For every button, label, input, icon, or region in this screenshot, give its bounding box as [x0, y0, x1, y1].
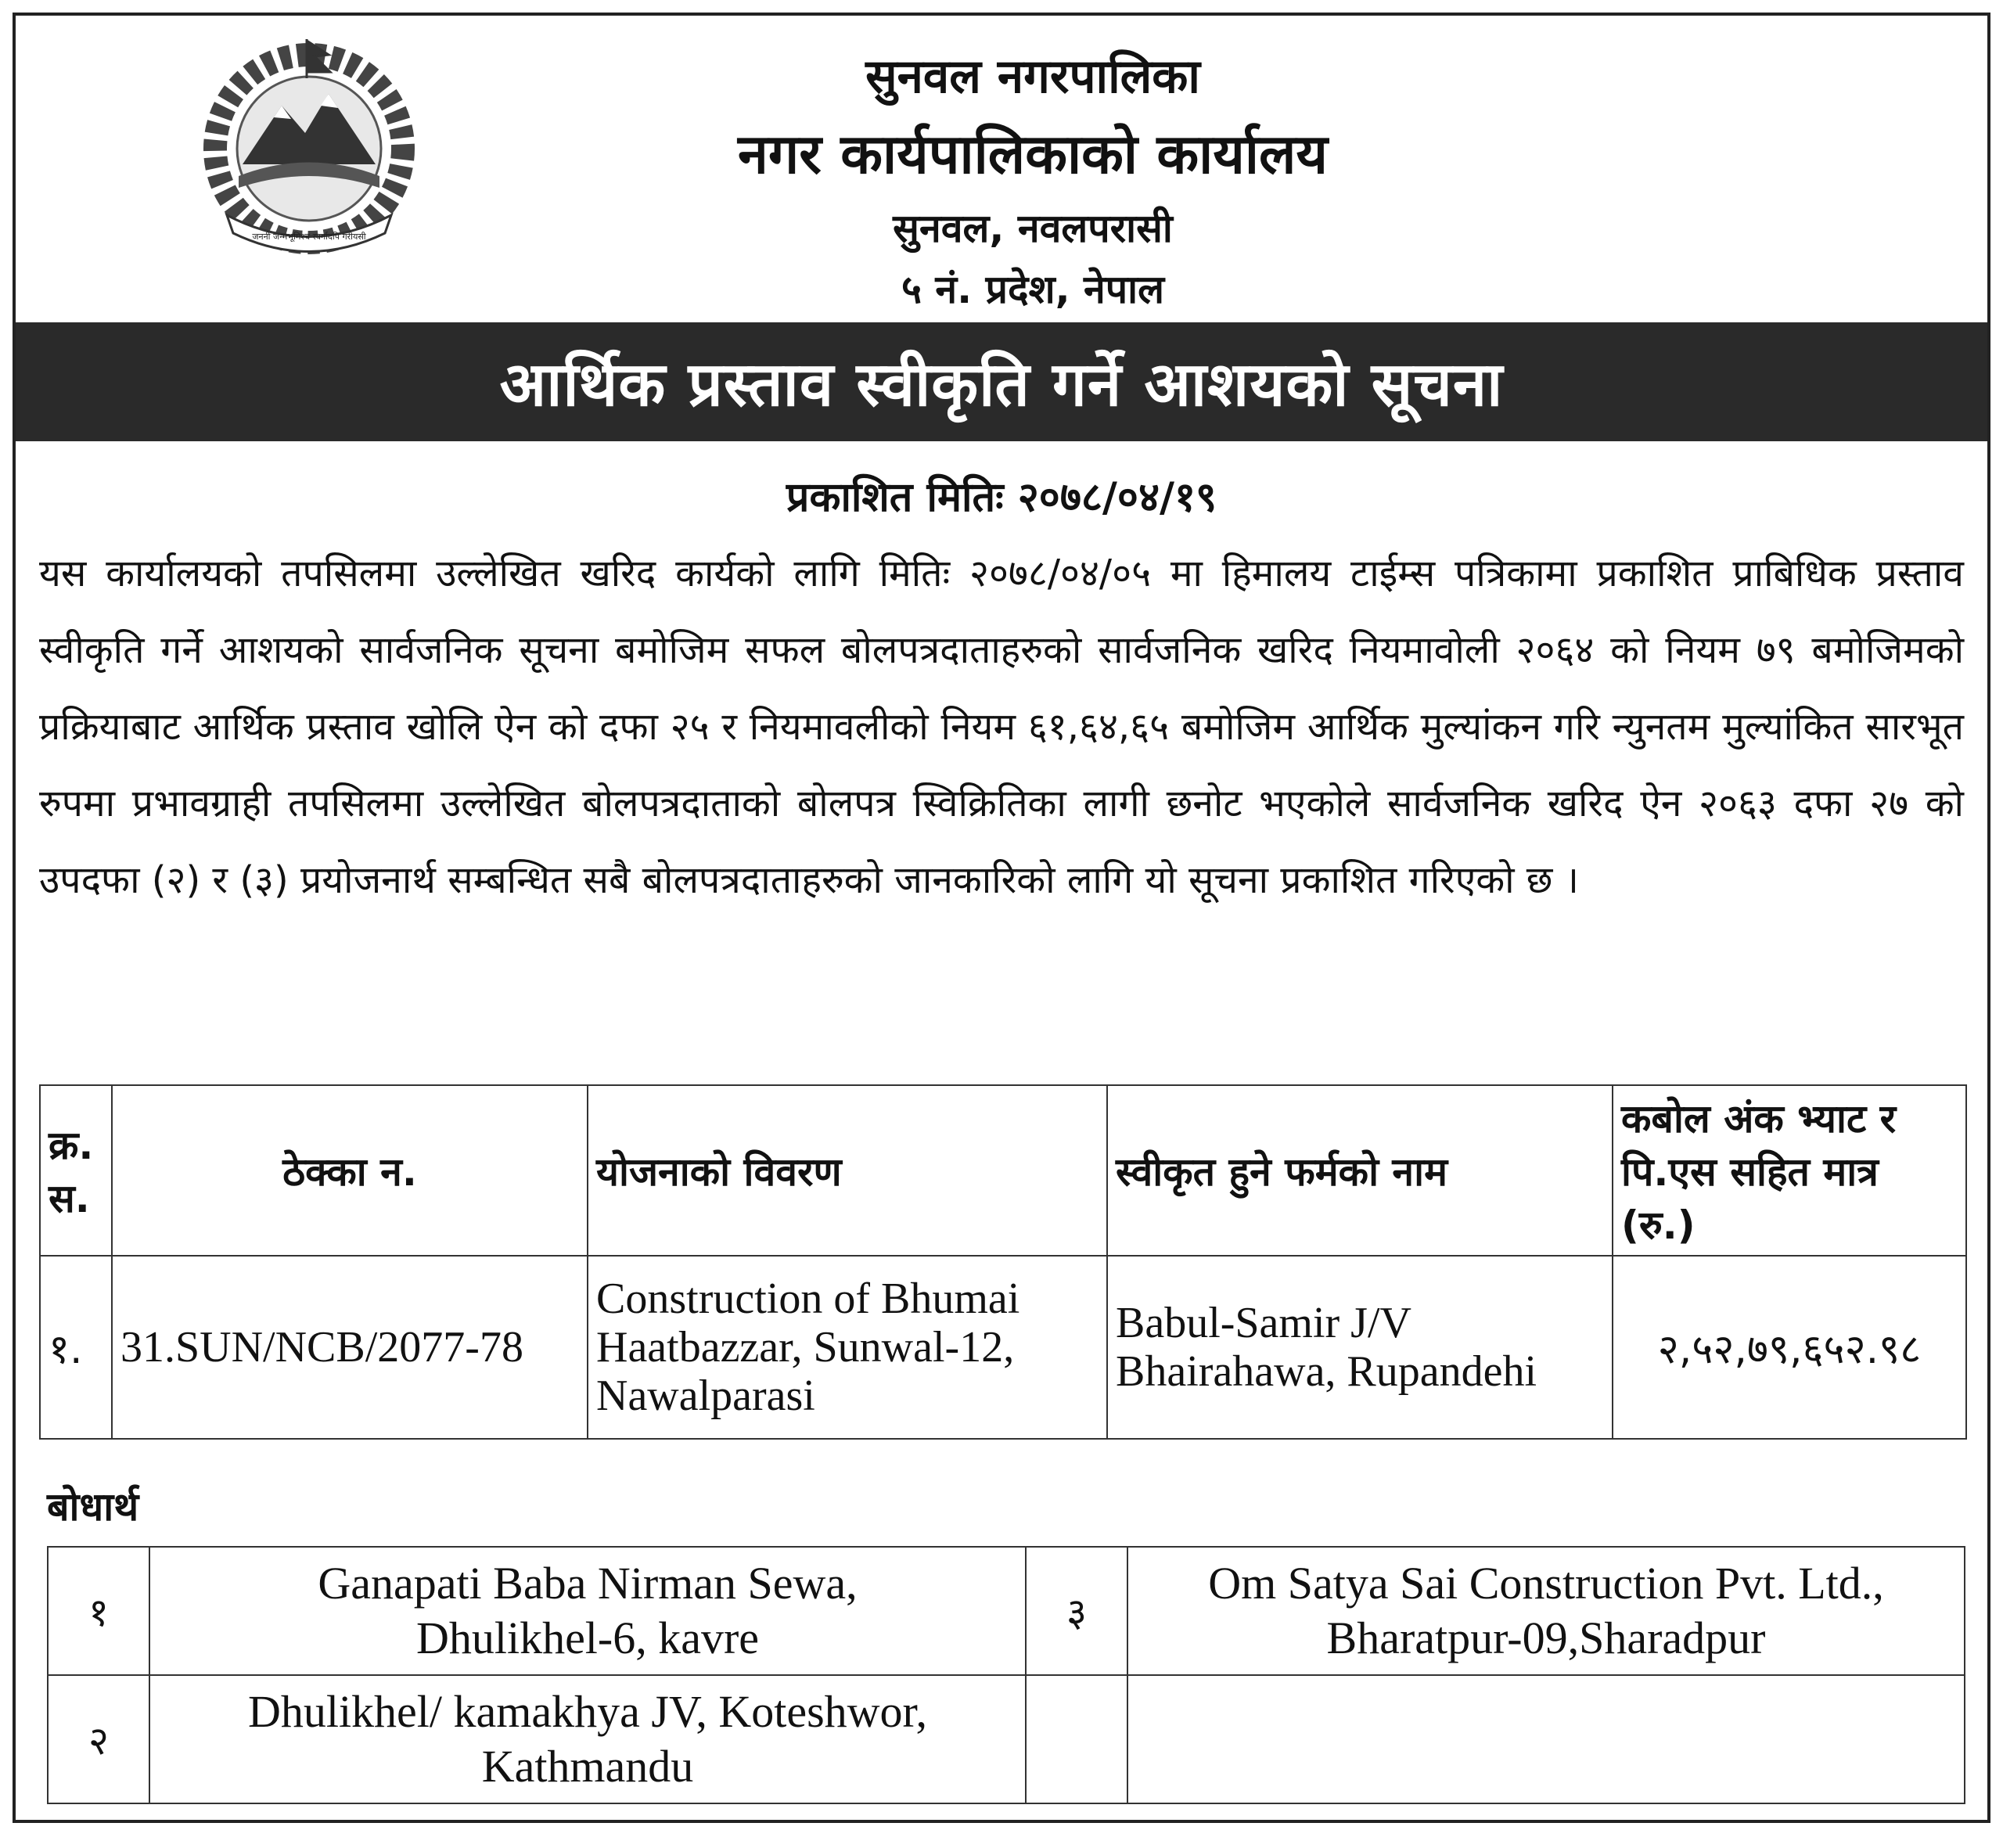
header-sn-line1: क्र.: [49, 1123, 94, 1168]
bodhartha-row: [48, 1675, 1965, 1803]
bodhartha-row: [48, 1547, 1965, 1675]
row-contract-no: 31.SUN/NCB/2077-78: [112, 1256, 588, 1439]
row-firm-line1: Babul-Samir J/V: [1116, 1299, 1411, 1347]
row-project-desc: [588, 1256, 1107, 1439]
bodhartha-label: बोधार्थ: [47, 1484, 139, 1530]
header-firm-name: स्वीकृत हुने फर्मको नाम: [1107, 1085, 1613, 1256]
emblem-motto: जननी जन्मभूमिश्च स्वर्गादपि गरीयसी: [252, 232, 366, 242]
address-line-2: ५ नं. प्रदेश, नेपाल: [901, 267, 1164, 312]
cc-entry-1-line2: Dhulikhel-6, kavre: [415, 1613, 760, 1663]
table-row: [40, 1256, 1966, 1439]
row-firm-line2: Bhairahawa, Rupandehi: [1116, 1347, 1537, 1396]
header-contract-no: ठेक्का न.: [112, 1085, 588, 1256]
cc-num-1: १: [48, 1547, 149, 1675]
header-amount-line2: पि.एस सहित मात्र (रु.): [1621, 1149, 1879, 1248]
header-text: [454, 42, 1612, 315]
row-desc-line2: Haatbazzar, Sunwal-12,: [596, 1323, 1015, 1372]
row-sn: १.: [40, 1256, 112, 1439]
cc-entry-3-line2: Bharatpur-09,Sharadpur: [1326, 1613, 1766, 1663]
cc-entry-3: [1127, 1547, 1965, 1675]
cc-empty-entry: [1127, 1675, 1965, 1803]
header-sn: [40, 1085, 112, 1256]
cc-entry-2-line2: Kathmandu: [481, 1741, 694, 1792]
title-bar: [16, 322, 1987, 441]
award-table: [39, 1084, 1967, 1440]
notice-page: [13, 13, 1990, 1823]
cc-num-3: ३: [1026, 1547, 1127, 1675]
header-amount: [1613, 1085, 1966, 1256]
cc-num-2: २: [48, 1675, 149, 1803]
cc-entry-3-line1: Om Satya Sai Construction Pvt. Ltd.,: [1208, 1558, 1884, 1609]
cc-entry-2: [149, 1675, 1026, 1803]
bodhartha-table: [47, 1546, 1965, 1804]
row-amount: २,५२,७९,६५२.९८: [1613, 1256, 1966, 1439]
nepal-emblem-icon: [180, 31, 438, 266]
notice-title: आर्थिक प्रस्ताव स्वीकृति गर्ने आशयको सूचना: [499, 350, 1504, 420]
body-paragraph: यस कार्यालयको तपसिलमा उल्लेखित खरिद कार्यको लागि मितिः २०७८/०४/०५ मा हिमालय टाईम्स पत्रिकामा प्रकाशित प्राबिधिक प्रस्ताव स्वीकृति गर्ने आशयको सार्वजनिक सूचना बमोजिम सफल बोलपत्रदाताहरुको सार्वजनिक खरिद नियमावोली २०६४ को नियम ७९ बमोजिमको प्रक्रियाबाट आर्थिक प्रस्ताव खोलि ऐन को दफा २५ र नियमावलीको नियम ६१,६४,६५ बमोजिम आर्थिक मुल्यांकन गरि न्युनतम मुल्यांकित सारभूत रुपमा प्रभावग्राही तपसिलमा उल्लेखित बोलपत्रदाताको बोलपत्र स्विक्रितिका लागी छनोट भएकोले सार्वजनिक खरिद ऐन २०६३ दफा २७ को उपदफा (२) र (३) प्रयोजनार्थ सम्बन्धित सबै बोलपत्रदाताहरुको जानकारिको लागि यो सूचना प्रकाशित गरिएको छ ।: [39, 552, 1964, 902]
office-name: नगर कार्यपालिकाको कार्यालय: [737, 122, 1329, 186]
row-firm-name: [1107, 1256, 1613, 1439]
header-project-desc: योजनाको विवरण: [588, 1085, 1107, 1256]
header-sn-line2: स.: [49, 1176, 90, 1221]
cc-entry-2-line1: Dhulikhel/ kamakhya JV, Koteshwor,: [247, 1686, 928, 1737]
municipality-name: सुनवल नगरपालिका: [865, 49, 1200, 104]
address-line-1: सुनवल, नवलपरासी: [893, 206, 1173, 251]
cc-empty-num: [1026, 1675, 1127, 1803]
header-amount-line1: कबोल अंक भ्याट र: [1621, 1096, 1897, 1142]
header: [16, 16, 1987, 322]
cc-entry-1: [149, 1547, 1026, 1675]
cc-entry-1-line1: Ganapati Baba Nirman Sewa,: [318, 1558, 858, 1609]
table-header-row: [40, 1085, 1966, 1256]
row-desc-line1: Construction of Bhumai: [596, 1275, 1020, 1323]
row-desc-line3: Nawalparasi: [596, 1372, 815, 1420]
published-date: प्रकाशित मितिः २०७८/०४/१९: [786, 474, 1217, 521]
